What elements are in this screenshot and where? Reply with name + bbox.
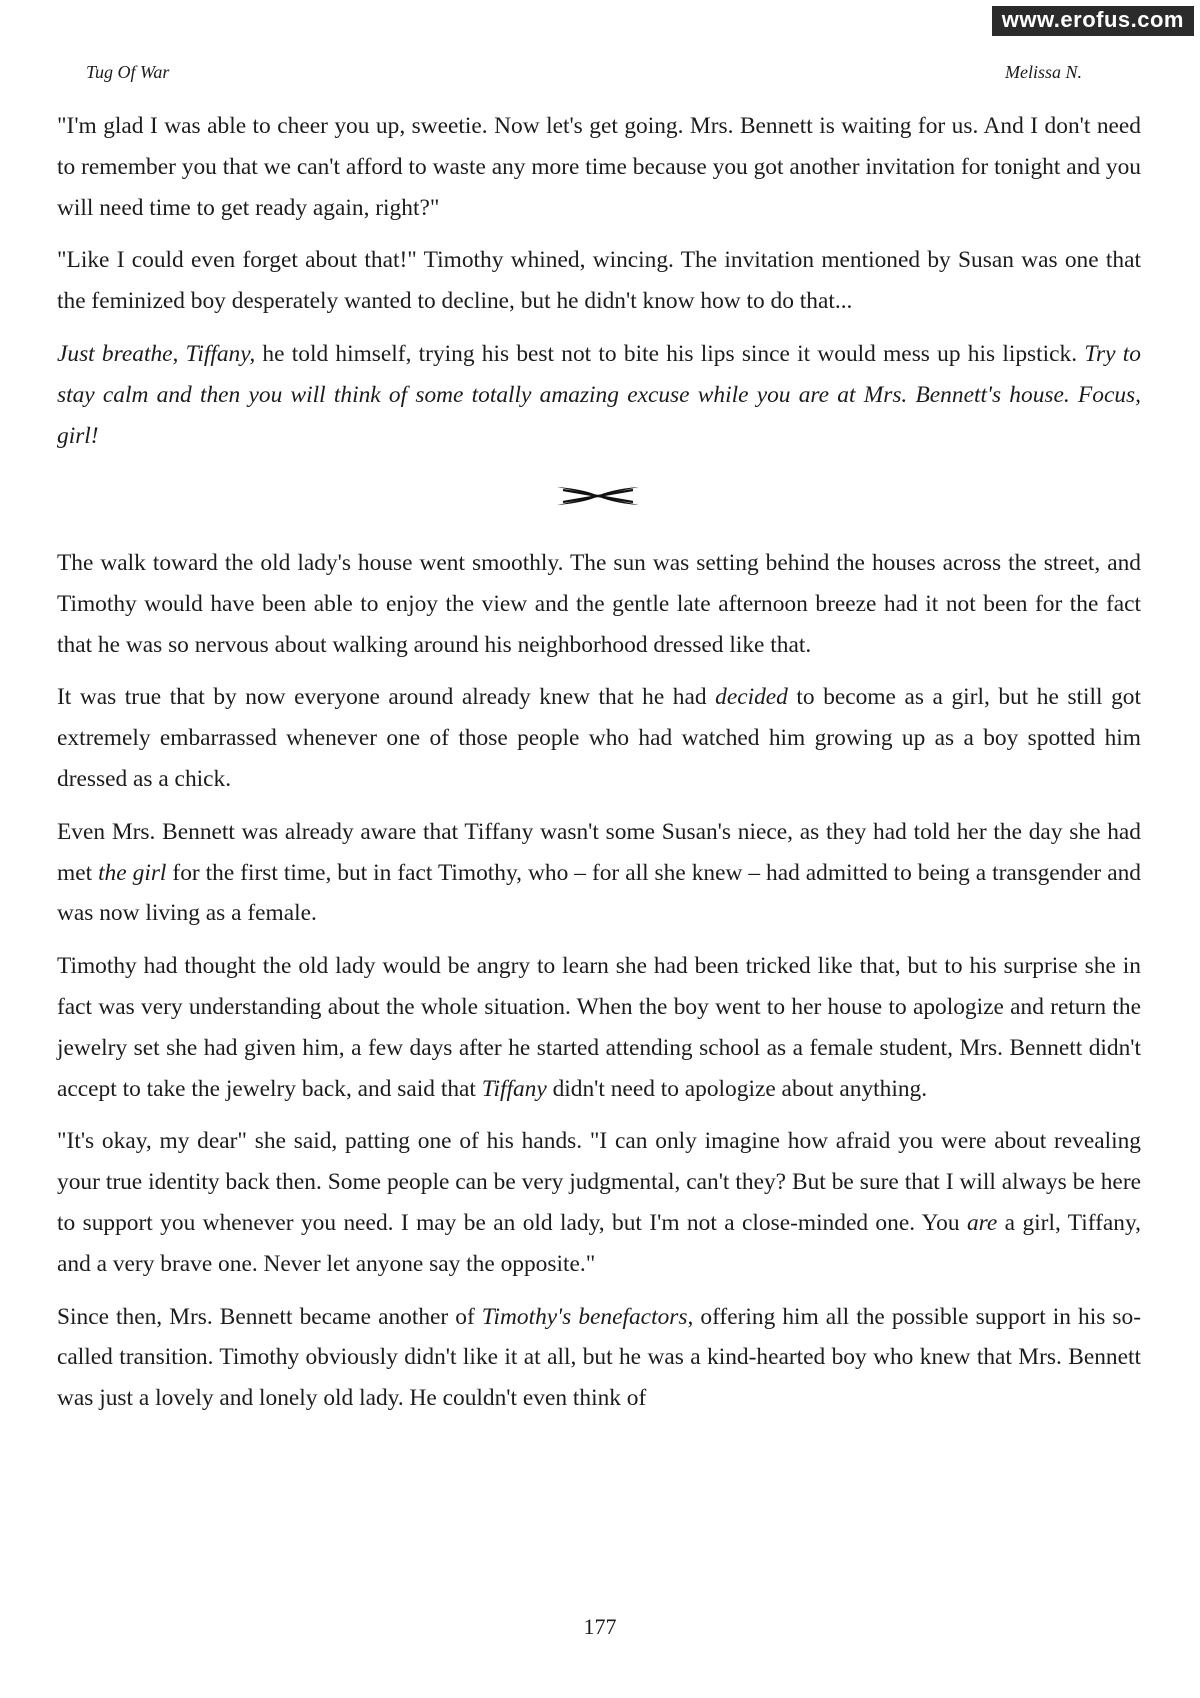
paragraph: It was true that by now everyone around already knew that he had decided to become as a girl, but he still got extremely embarrassed whenever one of those people who had watched him growing up as a boy spotted him dressed as a chick. (57, 684, 1141, 792)
paragraph: Even Mrs. Bennett was already aware that Tiffany wasn't some Susan's niece, as they had told her the day she had met the girl for the first time, but in fact Timothy, who – for all she knew – had admitted to being a transgender and was now living as a female. (57, 818, 1141, 927)
paragraph: Timothy had thought the old lady would be angry to learn she had been tricked like that, but to his surprise she in fact was very understanding about the whole situation. When the boy went to her house to apologize and return the jewelry set she had given him, a few days after he started attending school as a female student, Mrs. Bennett didn't accept to take the jewelry back, and said that Tiffany didn't need to apologize about anything. (57, 953, 1141, 1102)
paragraph: "I'm glad I was able to cheer you up, sweetie. Now let's get going. Mrs. Bennett is waiting for us. And I don't need to remember you that we can't afford to waste any more time because you got another invitation for tonight and you will need time to get ready again, right?" (57, 113, 1141, 221)
paragraph: The walk toward the old lady's house went smoothly. The sun was setting behind the houses across the street, and Timothy would have been able to enjoy the view and the gentle late afternoon breeze had it not been for the fact that he was so nervous about walking around his neighborhood dressed like that. (57, 550, 1141, 658)
italic-emphasis: Tiffany (481, 1075, 547, 1102)
italic-emphasis: the girl (98, 859, 167, 886)
page-number: 177 (583, 1614, 617, 1639)
book-title: Tug Of War (86, 62, 170, 82)
italic-emphasis: decided (715, 684, 788, 711)
watermark: www.erofus.com (992, 6, 1194, 36)
italic-emphasis: are (966, 1209, 998, 1236)
text-block-after-break (57, 543, 1141, 1431)
paragraph: Since then, Mrs. Bennett became another of Timothy's benefactors, offering him all the possible support in his so-called transition. Timothy obviously didn't like it at all, but he was a kind-hearted boy who knew that Mrs. Bennett was just a lovely and lonely old lady. He couldn't even think of (57, 1303, 1141, 1412)
author-name: Melissa N. (1005, 62, 1083, 82)
paragraph: "Like I could even forget about that!" Timothy whined, wincing. The invitation mentioned by Susan was one that the feminized boy desperately wanted to decline, but he didn't know how to do that... (57, 247, 1141, 315)
italic-emphasis: Timothy's benefactors (481, 1303, 688, 1330)
text-block-before-break (57, 106, 1141, 468)
paragraph: Just breathe, Tiffany, he told himself, trying his best not to bite his lips since it would mess up his lipstick. Try to stay calm and then you will think of some totally amazing excuse while you are at Mrs. Bennett's house. Focus, girl! (57, 340, 1141, 449)
section-break-ornament (555, 482, 641, 510)
italic-thought: Try to stay calm and then you will think of some totally amazing excuse while you are at Mrs. Bennett's house. Focus, girl! (57, 340, 1141, 449)
italic-thought: Just breathe, Tiffany, (57, 340, 256, 367)
paragraph: "It's okay, my dear" she said, patting one of his hands. "I can only imagine how afraid you were about revealing your true identity back then. Some people can be very judgmental, can't they? But be sure that I will always be here to support you whenever you need. I may be an old lady, but I'm not a close-minded one. You are a girl, Tiffany, and a very brave one. Never let anyone say the opposite." (57, 1128, 1141, 1277)
